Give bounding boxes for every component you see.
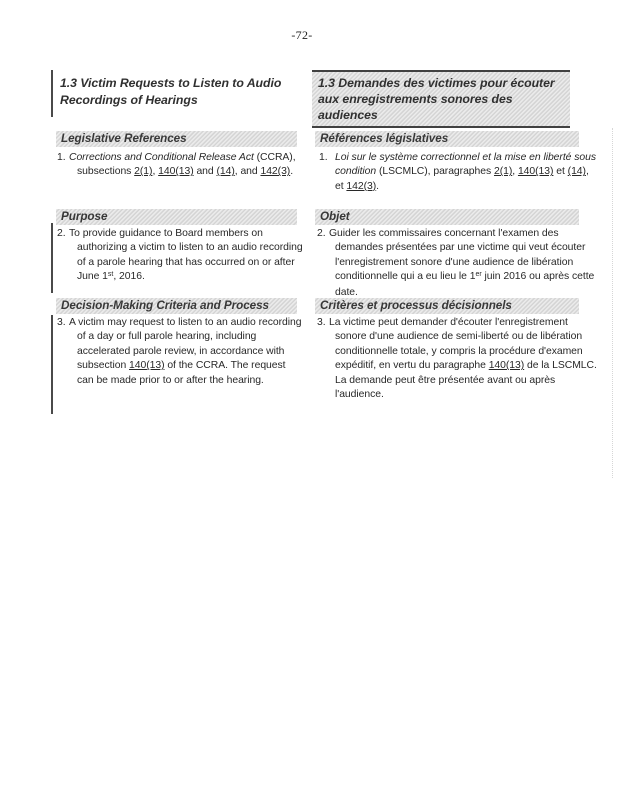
body-text: La victime peut demander d'écouter l'enregistrement sonore d'une audience de semi-liberté ou de libération conditionnelle totale, y compris la procédure d'examen expéditif, en vertu du paragraphe: [329, 317, 583, 372]
statute-ref: 140(13): [129, 360, 165, 372]
title-line-1: 1.3 Demandes des victimes pour écouter: [318, 76, 555, 90]
statute-ref: (14): [216, 166, 235, 178]
item-number: 2.: [317, 228, 326, 239]
item-number: 1.: [57, 152, 66, 163]
body-text: (LSCMLC), paragraphes: [376, 166, 494, 178]
revision-change-bar-item2: [51, 223, 53, 293]
heading-references-legislatives: Références législatives: [315, 131, 579, 147]
body-text: Guider les commissaires concernant l'examen des demandes présentées par une victime qui veut écouter l'enregistrement sonore d'une audience de libération conditionnelle qui a eu lieu le 1: [329, 228, 586, 283]
statute-ref: 140(13): [488, 360, 525, 372]
revision-change-bar-title: [51, 70, 53, 117]
french-column: [313, 0, 601, 807]
item-number: 1.: [319, 152, 328, 163]
title-line-1: 1.3 Victim Requests to Listen to Audio: [60, 76, 282, 90]
section-title-french: [312, 70, 570, 128]
item-number: 3.: [57, 317, 66, 328]
list-item-3-english: [55, 316, 303, 388]
statute-ref: 2(1): [134, 166, 153, 178]
body-text: A victim may request to listen to an audio recording of a day or full parole hearing, including accelerated parole review, in accordance with subsection: [69, 317, 302, 372]
body-text: and: [193, 166, 217, 178]
body-text: de la LSCMLC. La demande peut être présentée avant ou après l'audience.: [335, 360, 597, 401]
scan-artifact-line: [612, 128, 613, 478]
body-text: et: [553, 166, 568, 178]
list-item-1-french: [315, 151, 599, 194]
title-line-3: audiences: [318, 108, 378, 122]
body-text: , and: [234, 166, 261, 178]
list-item-2-french: [315, 227, 599, 300]
statute-ref: 140(13): [158, 166, 194, 178]
heading-criteres-processus: Critères et processus décisionnels: [315, 298, 579, 314]
heading-legislative-references: Legislative References: [56, 131, 297, 147]
act-title: Corrections and Conditional Release Act: [69, 152, 254, 163]
english-column: [55, 0, 303, 807]
heading-purpose: Purpose: [56, 209, 297, 225]
act-title: Loi sur le système correctionnel et la mise en liberté sous condition: [335, 152, 596, 178]
body-text: ,: [152, 166, 159, 178]
superscript-ordinal: er: [475, 270, 482, 278]
heading-decision-making-criteria: Decision-Making Criteria and Process: [56, 298, 297, 314]
page-number: -72-: [291, 28, 313, 42]
body-text: juin 2016 ou après cette date.: [335, 271, 595, 298]
body-text: To provide guidance to Board members on authorizing a victim to listen to an audio recording of a parole hearing that has occurred on or after June 1: [69, 228, 303, 283]
body-text: .: [376, 180, 379, 192]
item-number: 2.: [57, 228, 66, 239]
body-text: , 2016.: [113, 271, 145, 283]
statute-ref: 142(3): [260, 166, 291, 178]
section-title-english: [60, 75, 301, 109]
statute-ref: 140(13): [517, 166, 554, 178]
list-item-3-french: [315, 316, 599, 402]
statute-ref: (14): [567, 166, 586, 178]
body-text: (CCRA), subsections: [77, 152, 296, 178]
statute-ref: 142(3): [346, 180, 377, 192]
body-text: .: [290, 166, 294, 178]
title-line-2: aux enregistrements sonores des: [318, 92, 513, 106]
title-line-2: Recordings of Hearings: [60, 93, 198, 107]
list-item-1-english: [55, 151, 303, 180]
body-text: , et: [335, 166, 589, 192]
revision-change-bar-item3: [51, 315, 53, 414]
superscript-ordinal: st: [107, 270, 114, 278]
body-text: of the CCRA. The request can be made prior to or after the hearing.: [77, 360, 286, 386]
list-item-2-english: [55, 227, 303, 286]
item-number: 3.: [317, 317, 326, 328]
body-text: ,: [512, 166, 518, 178]
heading-objet: Objet: [315, 209, 579, 225]
statute-ref: 2(1): [493, 166, 513, 178]
